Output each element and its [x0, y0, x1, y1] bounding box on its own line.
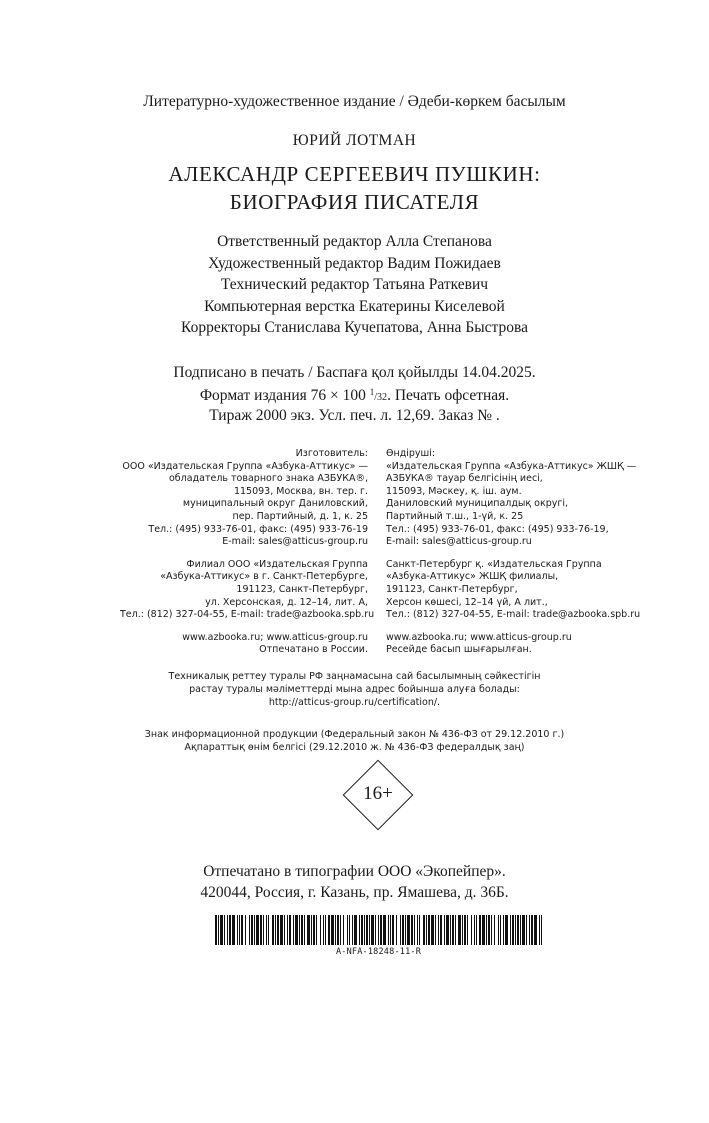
info-line: Ресейде басып шығарылған. — [386, 644, 532, 656]
tech-line: Техникалық реттеу туралы РФ заңнамасына сай басылымның сәйкестігін — [168, 671, 541, 682]
info-line: www.azbooka.ru; www.atticus-group.ru — [386, 631, 572, 643]
info-line: АЗБУКА® тауар белгісінің иесі, — [386, 473, 543, 485]
info-line: Санкт-Петербург қ. «Издательская Группа — [386, 558, 602, 570]
tech-line: растау туралы мәліметтерді мына адрес бойынша алуға болады: — [189, 684, 520, 695]
info-line: ООО «Издательская Группа «Азбука-Аттикус» — — [122, 460, 368, 472]
info-line: Тел.: (495) 933-76-01, факс: (495) 933-76-19, — [386, 523, 609, 535]
manufacturer-ru — [120, 448, 375, 667]
age-rating-badge — [342, 759, 414, 831]
manufacturer-kz-branch — [386, 559, 646, 622]
manufacturer-ru-main — [120, 448, 368, 549]
printing-house-line: 420044, Россия, г. Казань, пр. Ямашева, д. 36Б. — [200, 884, 509, 901]
info-line: Партийный т.ш., 1-үй, к. 25 — [386, 510, 524, 522]
info-line: «Издательская Группа «Азбука-Аттикус» ЖШҚ — — [386, 460, 637, 472]
info-line: Тел.: (812) 327-04-55, E-mail: trade@azbooka.spb.ru — [120, 609, 375, 621]
author-name: ЮРИЙ ЛОТМАН — [292, 132, 417, 149]
book-title-line-1: АЛЕКСАНДР СЕРГЕЕВИЧ ПУШКИН: — [168, 162, 541, 186]
info-product-sign-note — [0, 729, 709, 754]
manufacturer-ru-web — [120, 632, 368, 657]
print-info — [0, 364, 709, 426]
info-line: Херсон көшесі, 12–14 үй, А лит., — [386, 596, 548, 608]
info-line: Изготовитель: — [295, 448, 368, 459]
info-line: Өндіруші: — [386, 448, 436, 459]
sign-line: Знак информационной продукции (Федеральный закон № 436-ФЗ от 29.12.2010 г.) — [144, 729, 565, 740]
info-line: www.azbooka.ru; www.atticus-group.ru — [182, 631, 368, 643]
info-line: пер. Партийный, д. 1, к. 25 — [232, 510, 368, 522]
info-line: «Азбука-Аттикус» в г. Санкт-Петербурге, — [160, 571, 368, 583]
technical-regulation-note — [0, 670, 709, 709]
series-line: Литературно-художественное издание / Әдеби-көркем басылым — [143, 93, 566, 110]
info-line: ул. Херсонская, д. 12–14, лит. А, — [205, 596, 368, 608]
info-line: 115093, Мәскеу, қ. іш. аум. — [386, 485, 522, 497]
info-line: Филиал ООО «Издательская Группа — [186, 558, 368, 570]
editorial-credits — [0, 231, 709, 339]
manufacturer-ru-branch — [120, 558, 375, 622]
format-text: Формат издания 76 × 100 — [199, 386, 370, 404]
credit-line: Ответственный редактор Алла Степанова — [217, 233, 492, 250]
circulation-line: Тираж 2000 экз. Усл. печ. л. 12,69. Заказ № . — [209, 407, 500, 424]
barcode-icon — [215, 915, 542, 945]
format-fraction — [369, 386, 388, 403]
info-line: обладатель товарного знака АЗБУКА®, — [169, 473, 368, 485]
credit-line: Технический редактор Татьяна Раткевич — [220, 276, 489, 293]
credit-line: Корректоры Станислава Кучепатова, Анна Быстрова — [181, 319, 528, 336]
info-line: муниципальный округ Даниловский, — [182, 498, 368, 510]
sign-line: Ақпараттық өнім белгісі (29.12.2010 ж. № 436-ФЗ федералдық заң) — [184, 741, 525, 753]
format-line — [0, 383, 709, 408]
manufacturer-kz — [386, 448, 646, 667]
tech-line: http://atticus-group.ru/certification/. — [268, 697, 441, 708]
info-line: E-mail: sales@atticus-group.ru — [222, 536, 368, 548]
manufacturer-kz-web — [386, 632, 646, 657]
credit-line: Компьютерная верстка Екатерины Киселевой — [204, 297, 505, 315]
age-rating-text: 16+ — [363, 783, 393, 804]
book-title-line-2: БИОГРАФИЯ ПИСАТЕЛЯ — [229, 190, 480, 214]
fraction-numerator: 1 — [369, 386, 375, 397]
book-title — [0, 160, 709, 216]
barcode-code: A-NFA-18248-11-R — [335, 947, 422, 957]
credit-line: Художественный редактор Вадим Пожидаев — [208, 254, 501, 272]
info-line: «Азбука-Аттикус» ЖШҚ филиалы, — [386, 571, 559, 583]
printing-house-line: Отпечатано в типографии ООО «Экопейпер». — [203, 863, 506, 880]
manufacturer-kz-main — [386, 448, 646, 549]
info-line: Тел.: (812) 327-04-55, E-mail: trade@azbooka.spb.ru — [386, 609, 641, 621]
print-date-line: Подписано в печать / Баспаға қол қойылды 14.04.2025. — [173, 364, 536, 381]
info-line: E-mail: sales@atticus-group.ru — [386, 536, 532, 548]
info-line: 115093, Москва, вн. тер. г. — [233, 485, 368, 497]
format-text-end: . Печать офсетная. — [387, 386, 510, 404]
info-line: Тел.: (495) 933-76-01, факс: (495) 933-76-19 — [148, 523, 368, 535]
info-line: Отпечатано в России. — [259, 644, 368, 656]
fraction-denominator: /32 — [374, 391, 388, 403]
printing-house — [0, 861, 709, 903]
info-line: 191123, Санкт-Петербург, — [236, 583, 368, 595]
info-line: Даниловский муниципалдық округі, — [386, 498, 569, 510]
info-line: 191123, Санкт-Петербург, — [386, 583, 518, 595]
